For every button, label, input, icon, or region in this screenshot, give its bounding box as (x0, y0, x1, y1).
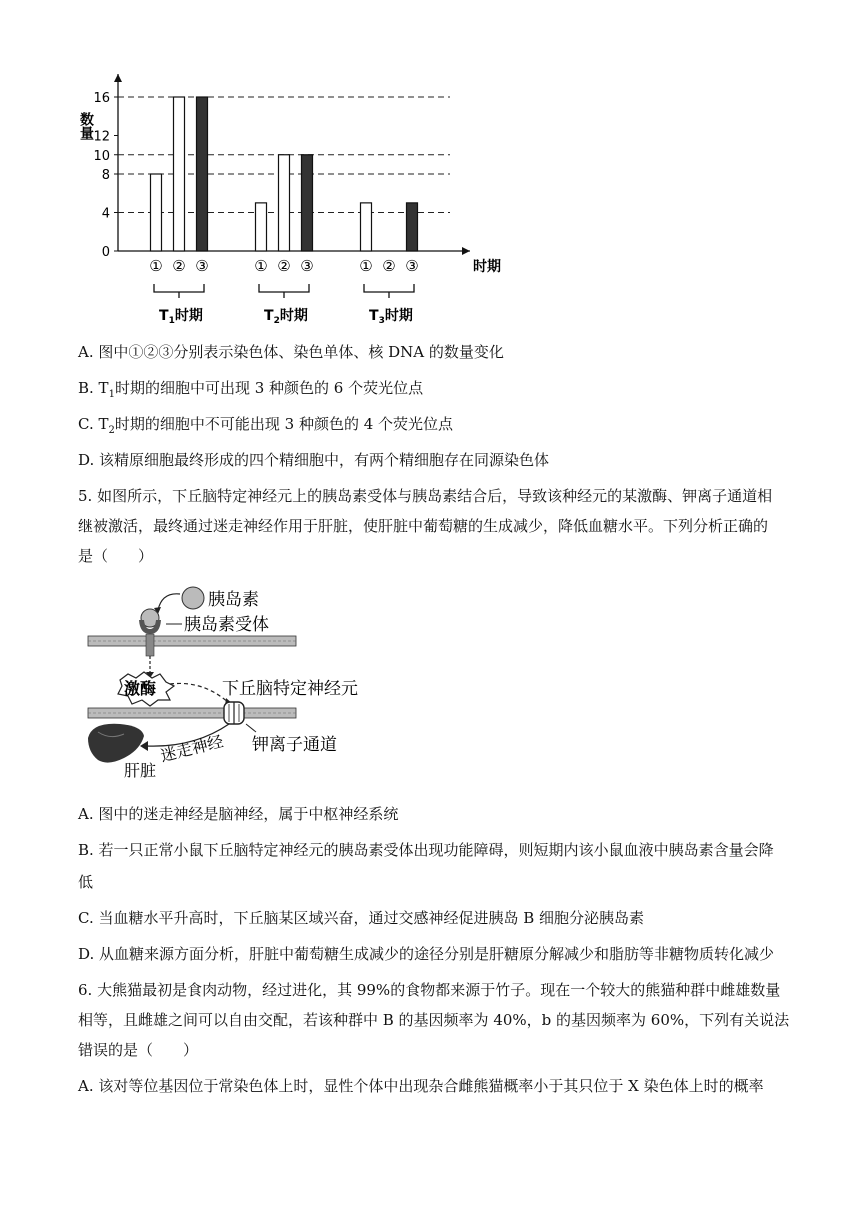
bar-marker-label: ② (172, 257, 186, 275)
group-bracket (154, 284, 204, 292)
vagus-label: 迷走神经 (158, 731, 226, 766)
y-tick-label: 12 (93, 129, 110, 145)
bar-marker-label: ① (359, 257, 373, 275)
y-axis-label: 数量 (78, 112, 94, 140)
bar (174, 97, 185, 251)
bar (407, 203, 418, 251)
bar-marker-label: ③ (300, 257, 314, 275)
bar (151, 174, 162, 251)
k-channel-label: 钾离子通道 (252, 735, 337, 755)
receptor-label: 胰岛素受体 (184, 615, 269, 635)
bar (279, 155, 290, 251)
insulin-neuron-diagram (84, 580, 384, 780)
q4-option-c: C. $T_2$时期的细胞中不可能出现 3 种颜色的 4 个荧光位点 (78, 415, 454, 436)
q6-option-a: A. 该对等位基因位于常染色体上时，显性个体中出现杂合雌熊猫概率小于其只位于 X 染色体上时的概率 (78, 1077, 764, 1095)
bar (256, 203, 267, 251)
bar (361, 203, 372, 251)
q5-stem-line-2: 继被激活，最终通过迷走神经作用于肝脏，使肝脏中葡萄糖的生成减少，降低血糖水平。下列分析正确的 (78, 517, 769, 535)
bar (302, 155, 313, 251)
upper-membrane (88, 636, 296, 646)
q5-stem-line-1: 5. 如图所示，下丘脑特定神经元上的胰岛素受体与胰岛素结合后，导致该种经元的某激酶、钾离子通道相 (78, 487, 773, 505)
k-channel-icon (224, 702, 244, 724)
liver-icon (88, 724, 144, 763)
q4-option-b: B. $T_1$时期的细胞中可出现 3 种颜色的 6 个荧光位点 (78, 379, 424, 400)
y-tick-label: 16 (93, 91, 110, 106)
q6-stem-line-3: 错误的是（ ） (78, 1041, 199, 1059)
group-bracket (259, 284, 309, 292)
lower-membrane (88, 708, 296, 718)
q5-option-a: A. 图中的迷走神经是脑神经，属于中枢神经系统 (78, 805, 399, 823)
liver-label: 肝脏 (124, 761, 157, 780)
q4-option-a: A. 图中①②③分别表示染色体、染色单体、核 DNA 的数量变化 (78, 343, 504, 361)
neuron-label: 下丘脑特定神经元 (222, 679, 358, 699)
q5-option-c: C. 当血糖水平升高时，下丘脑某区域兴奋，通过交感神经促进胰岛 B 细胞分泌胰岛素 (78, 909, 645, 927)
q6-stem-line-1: 6. 大熊猫最初是食肉动物，经过进化，其 99%的食物都来源于竹子。现在一个较大的熊猫种群中雌雄数量 (78, 981, 781, 999)
group-label: $T_3$时期 (369, 308, 413, 326)
bar (197, 97, 208, 251)
y-tick-label: 10 (93, 148, 110, 164)
x-axis-arrow-icon (462, 247, 470, 255)
bar-marker-label: ② (382, 257, 396, 275)
q5-option-b-line-2: 低 (78, 873, 94, 891)
insulin-icon (182, 587, 204, 609)
bar-marker-label: ③ (195, 257, 209, 275)
y-tick-label: 4 (101, 206, 110, 222)
bar-chart (70, 68, 510, 330)
q6-stem-line-2: 相等，且雌雄之间可以自由交配，若该种群中 B 的基因频率为 40%，b 的基因频率为 60%，下列有关说法 (78, 1011, 790, 1029)
q5-stem-line-3: 是（ ） (78, 547, 154, 565)
bar-marker-label: ② (277, 257, 291, 275)
bar-marker-label: ① (149, 257, 163, 275)
q5-option-d: D. 从血糖来源方面分析，肝脏中葡萄糖生成减少的途径分别是肝糖原分解减少和脂肪等非糖物质转化减少 (78, 945, 775, 963)
group-label: $T_2$时期 (264, 308, 308, 326)
group-label: $T_1$时期 (159, 308, 203, 326)
kinase-label: 激酶 (124, 679, 157, 698)
y-tick-label: 0 (101, 245, 110, 260)
bar-marker-label: ① (254, 257, 268, 275)
q5-option-b-line-1: B. 若一只正常小鼠下丘脑特定神经元的胰岛素受体出现功能障碍，则短期内该小鼠血液中胰岛素含量会降 (78, 841, 774, 859)
y-axis-arrow-icon (114, 74, 122, 82)
q4-option-d: D. 该精原细胞最终形成的四个精细胞中，有两个精细胞存在同源染色体 (78, 451, 550, 469)
y-tick-label: 8 (101, 168, 110, 183)
x-axis-label: 时期 (473, 259, 501, 275)
bar-marker-label: ③ (405, 257, 419, 275)
insulin-label: 胰岛素 (208, 590, 259, 610)
group-bracket (364, 284, 414, 292)
